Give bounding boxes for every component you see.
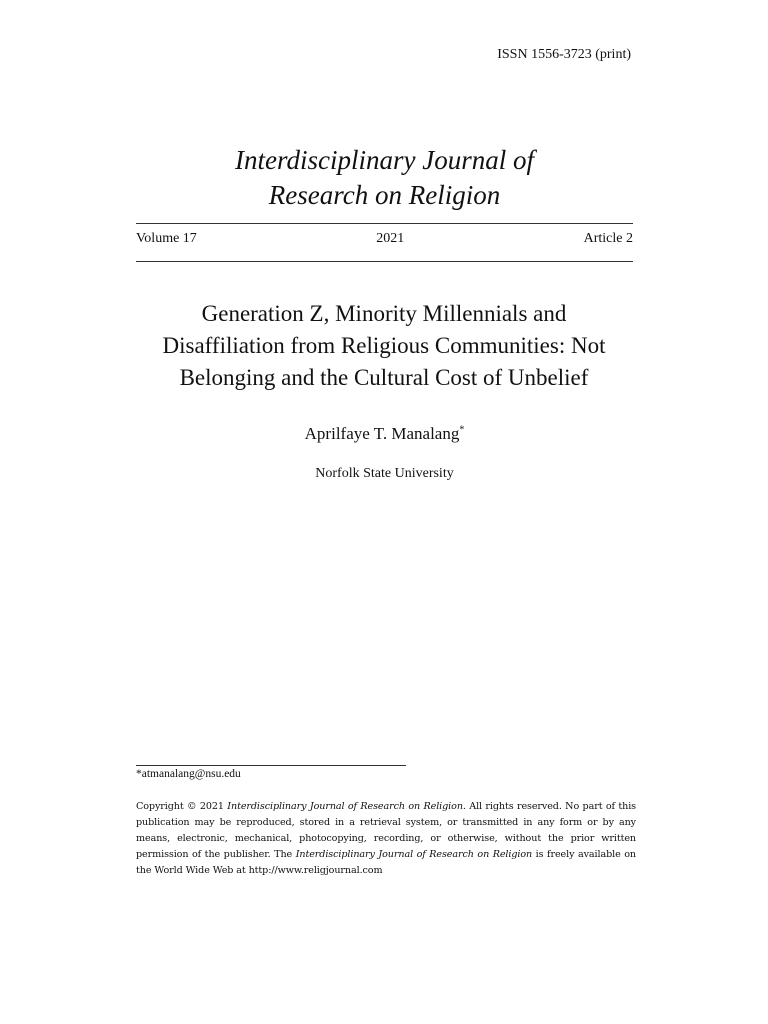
article-number-label: Article 2 <box>583 231 633 246</box>
journal-title <box>136 143 633 213</box>
year-label: 2021 <box>376 231 405 246</box>
footnote-rule <box>136 765 406 766</box>
journal-title-line-2: Research on Religion <box>268 180 501 210</box>
author-footnote-mark: * <box>459 424 465 436</box>
article-title-line-3: Belonging and the Cultural Cost of Unbelief <box>179 365 589 390</box>
article-title-line-2: Disaffiliation from Religious Communities: Not <box>162 333 606 358</box>
issue-info-row <box>136 231 633 247</box>
copyright-text-3: is freely available on the World Wide Web at http://www.religjournal.com <box>136 849 636 876</box>
author-name <box>136 424 633 444</box>
header-rule-top <box>136 223 633 224</box>
copyright-text-1: Copyright © 2021 <box>136 801 228 812</box>
article-title <box>120 298 648 394</box>
volume-label: Volume 17 <box>136 231 197 246</box>
header-rule-bottom <box>136 261 633 262</box>
copyright-journal-name-1: Interdisciplinary Journal of Research on Religion <box>227 801 463 812</box>
copyright-journal-name-2: Interdisciplinary Journal of Research on Religion <box>295 849 533 860</box>
copyright-text-2: . All rights reserved. No part of this publication may be reproduced, stored in a retrieval system, or transmitted in any form or by any means, electronic, mechanical, photocopying, recording, or otherwise, without the prior written permission of the publisher. The <box>136 801 636 860</box>
author-name-text: Aprilfaye T. Manalang <box>304 424 460 443</box>
author-email-footnote: *atmanalang@nsu.edu <box>136 768 241 780</box>
article-title-line-1: Generation Z, Minority Millennials and <box>201 301 567 326</box>
issn-label: ISSN 1556-3723 (print) <box>497 47 631 62</box>
author-affiliation: Norfolk State University <box>315 466 454 481</box>
copyright-notice <box>136 799 636 879</box>
journal-title-line-1: Interdisciplinary Journal of <box>235 145 534 175</box>
